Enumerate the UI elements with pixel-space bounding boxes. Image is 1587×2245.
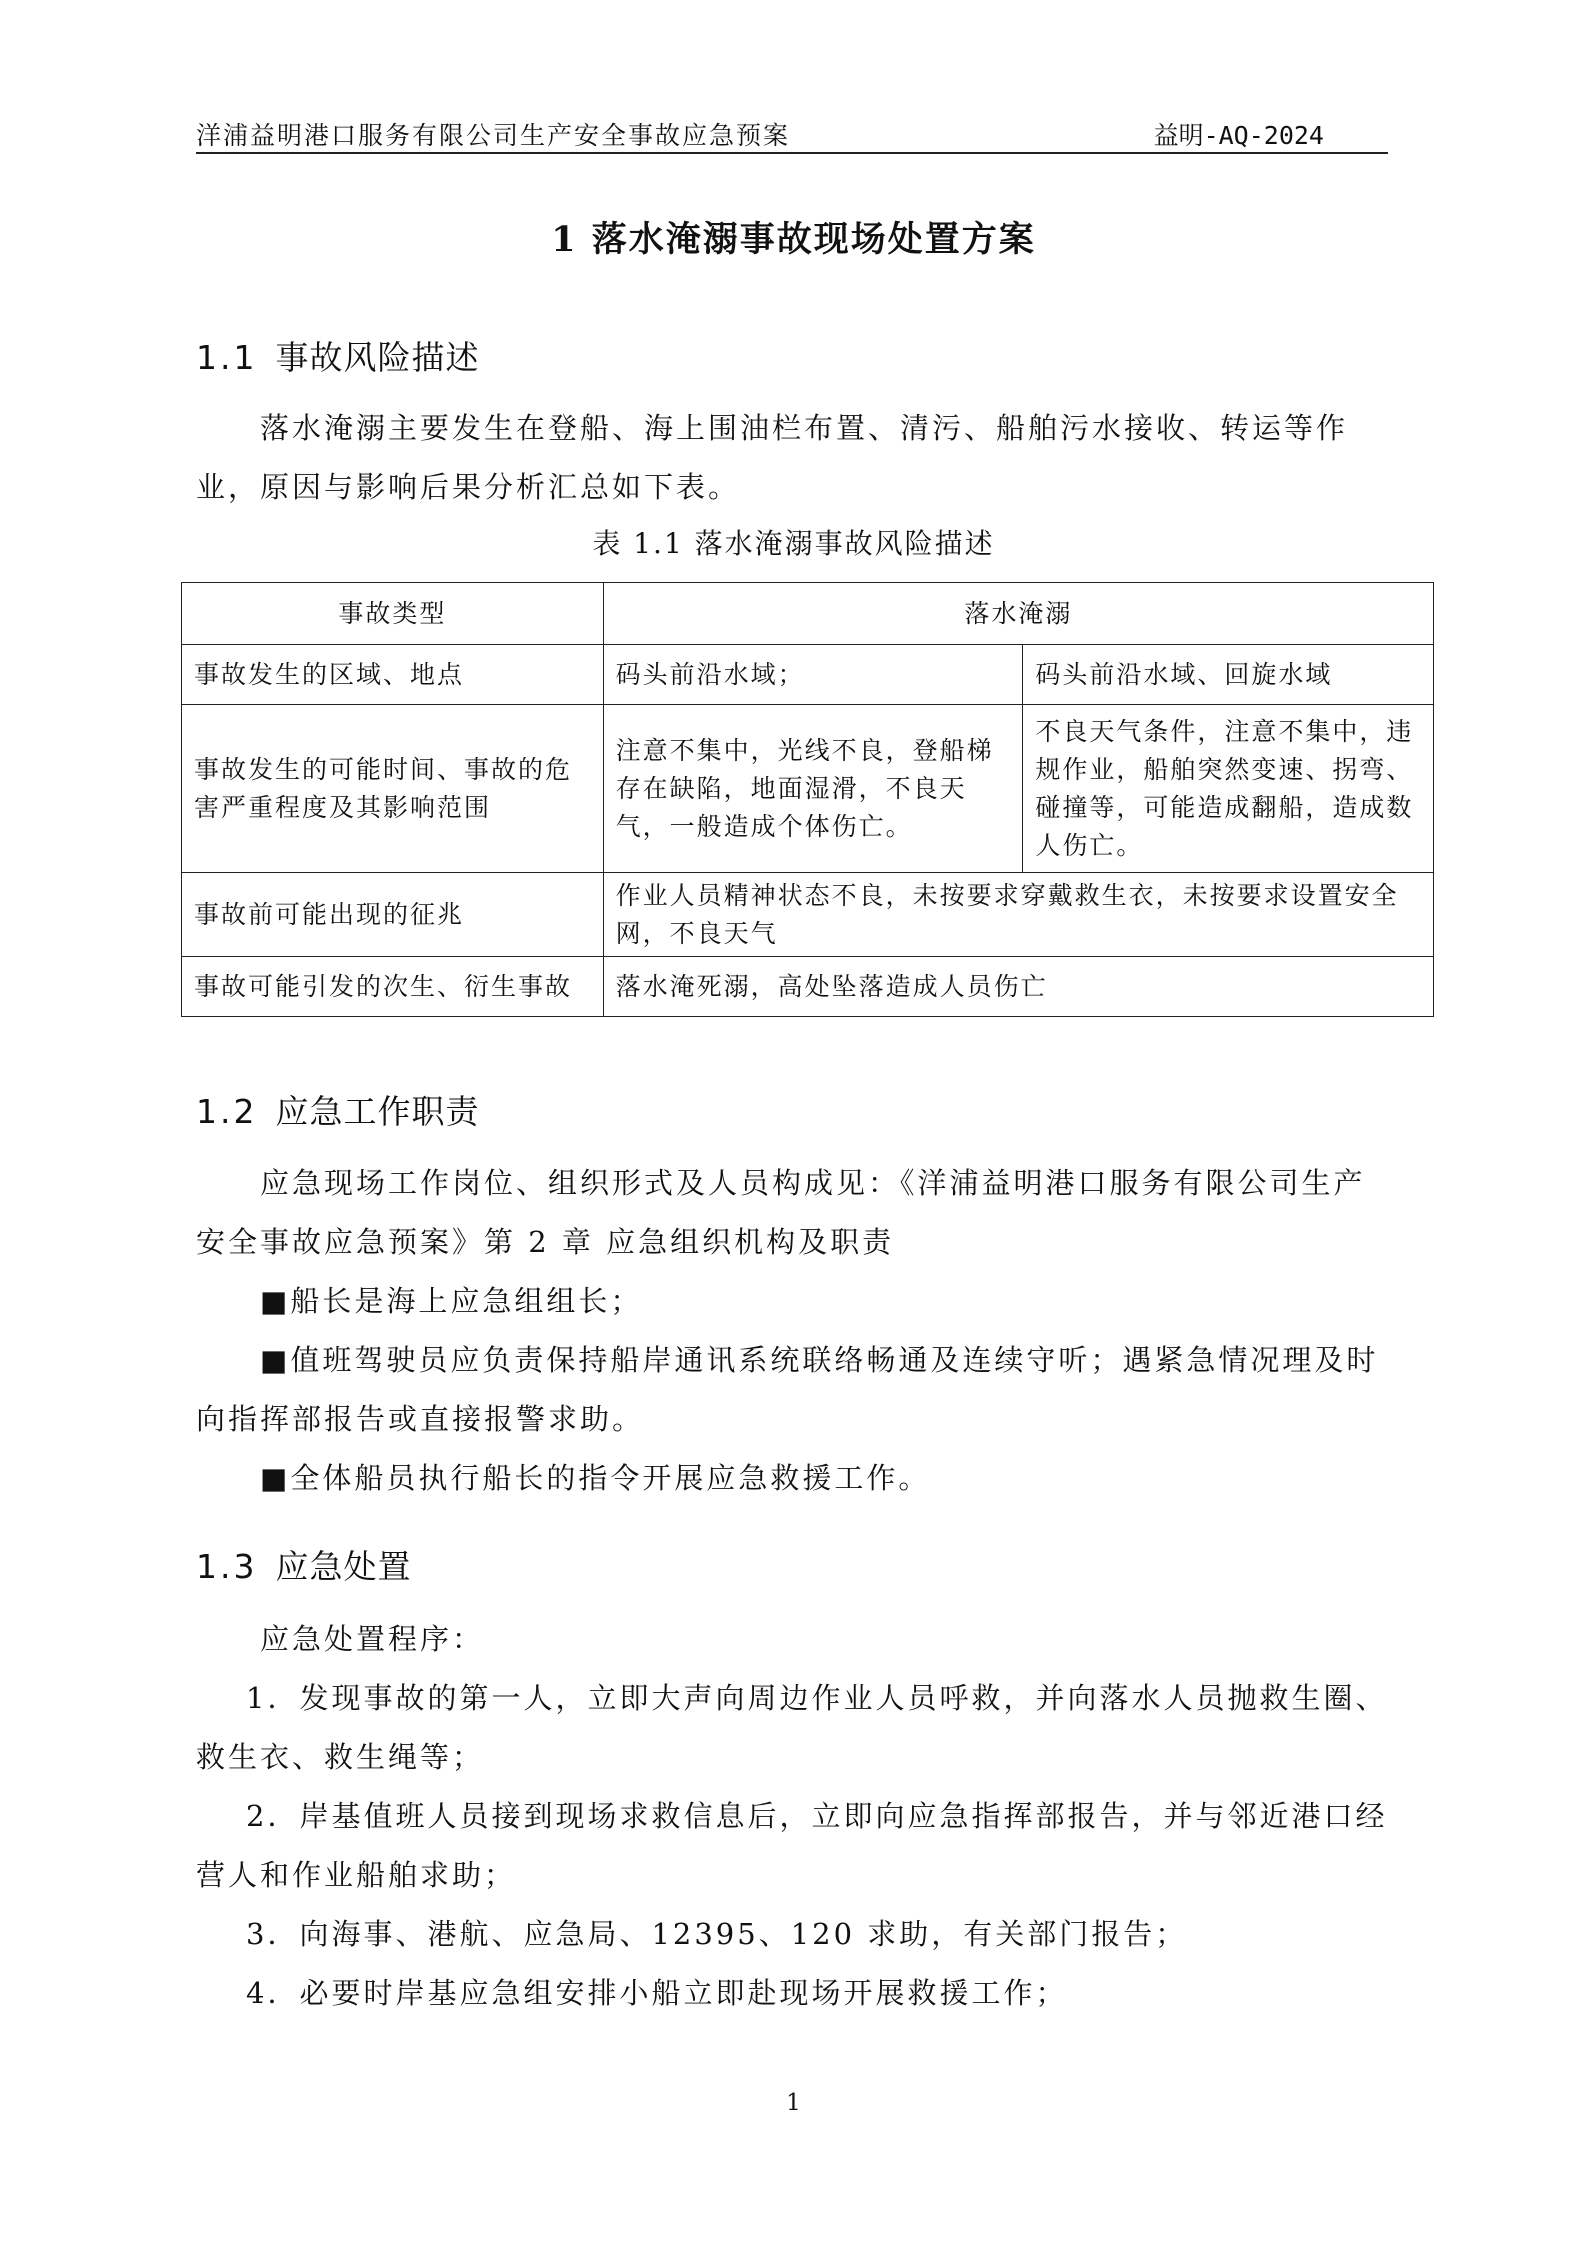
table-cell-value: 落水淹溺 bbox=[603, 583, 1433, 645]
section-heading-1-2 bbox=[196, 1086, 479, 1133]
table-cell-label: 事故发生的区域、地点 bbox=[182, 645, 604, 705]
risk-table bbox=[181, 582, 1434, 1017]
list-item: 4．必要时岸基应急组安排小船立即赴现场开展救援工作； bbox=[246, 1976, 1068, 2010]
table-cell-label: 事故可能引发的次生、衍生事故 bbox=[182, 957, 604, 1017]
section-heading-1-3 bbox=[196, 1541, 411, 1588]
table-row bbox=[182, 957, 1434, 1017]
section-1-3-intro: 应急处置程序： bbox=[260, 1622, 485, 1656]
section-title: 应急处置 bbox=[275, 1547, 412, 1586]
header-doc-code: 益明-AQ-2024 bbox=[1153, 121, 1324, 150]
section-title: 应急工作职责 bbox=[275, 1092, 480, 1131]
table-caption: 表 1.1 落水淹溺事故风险描述 bbox=[592, 527, 995, 560]
section-1-2-intro: 应急现场工作岗位、组织形式及人员构成见：《洋浦益明港口服务有限公司生产安全事故应急预案》第 2 章 应急组织机构及职责 bbox=[196, 1166, 1366, 1259]
table-cell-label: 事故类型 bbox=[182, 583, 604, 645]
table-cell-label: 事故前可能出现的征兆 bbox=[182, 873, 604, 957]
table-cell-value: 作业人员精神状态不良，未按要求穿戴救生衣，未按要求设置安全网，不良天气 bbox=[603, 873, 1433, 957]
section-1-2-body bbox=[196, 1154, 1396, 1508]
table-row bbox=[182, 645, 1434, 705]
table-cell-value: 落水淹死溺，高处坠落造成人员伤亡 bbox=[603, 957, 1433, 1017]
table-cell-value-b: 码头前沿水域、回旋水域 bbox=[1023, 645, 1434, 705]
list-item: 2．岸基值班人员接到现场求救信息后，立即向应急指挥部报告，并与邻近港口经营人和作业船舶求助； bbox=[196, 1799, 1388, 1892]
list-item: ■值班驾驶员应负责保持船岸通讯系统联络畅通及连续守听；遇紧急情况理及时向指挥部报告或直接报警求助。 bbox=[196, 1343, 1379, 1436]
table-row bbox=[182, 583, 1434, 645]
table-row bbox=[182, 873, 1434, 957]
section-1-1-intro: 落水淹溺主要发生在登船、海上围油栏布置、清污、船舶污水接收、转运等作业，原因与影响后果分析汇总如下表。 bbox=[196, 411, 1349, 504]
table-cell-value-a: 码头前沿水域； bbox=[603, 645, 1023, 705]
page-number: 1 bbox=[786, 2090, 801, 2116]
table-cell-label: 事故发生的可能时间、事故的危害严重程度及其影响范围 bbox=[182, 705, 604, 873]
section-1-3-body bbox=[196, 1610, 1396, 2023]
header-company-title: 洋浦益明港口服务有限公司生产安全事故应急预案 bbox=[196, 121, 791, 150]
table-row bbox=[182, 705, 1434, 873]
table-cell-value-b: 不良天气条件，注意不集中，违规作业，船舶突然变速、拐弯、碰撞等，可能造成翻船，造成数人伤亡。 bbox=[1023, 705, 1434, 873]
section-title: 事故风险描述 bbox=[275, 338, 480, 377]
section-number: 1.3 bbox=[196, 1547, 258, 1586]
list-item: ■船长是海上应急组组长； bbox=[260, 1284, 643, 1318]
section-heading-1-1 bbox=[196, 332, 479, 379]
section-number: 1.1 bbox=[196, 338, 258, 377]
section-number: 1.2 bbox=[196, 1092, 258, 1131]
list-item: ■全体船员执行船长的指令开展应急救援工作。 bbox=[260, 1461, 931, 1495]
table-cell-value-a: 注意不集中，光线不良，登船梯存在缺陷，地面湿滑，不良天气，一般造成个体伤亡。 bbox=[603, 705, 1023, 873]
list-item: 3．向海事、港航、应急局、12395、120 求助，有关部门报告； bbox=[246, 1917, 1188, 1951]
document-title: 1 落水淹溺事故现场处置方案 bbox=[551, 219, 1036, 260]
list-item: 1．发现事故的第一人，立即大声向周边作业人员呼救，并向落水人员抛救生圈、救生衣、救生绳等； bbox=[196, 1681, 1388, 1774]
page-header bbox=[196, 112, 1388, 154]
